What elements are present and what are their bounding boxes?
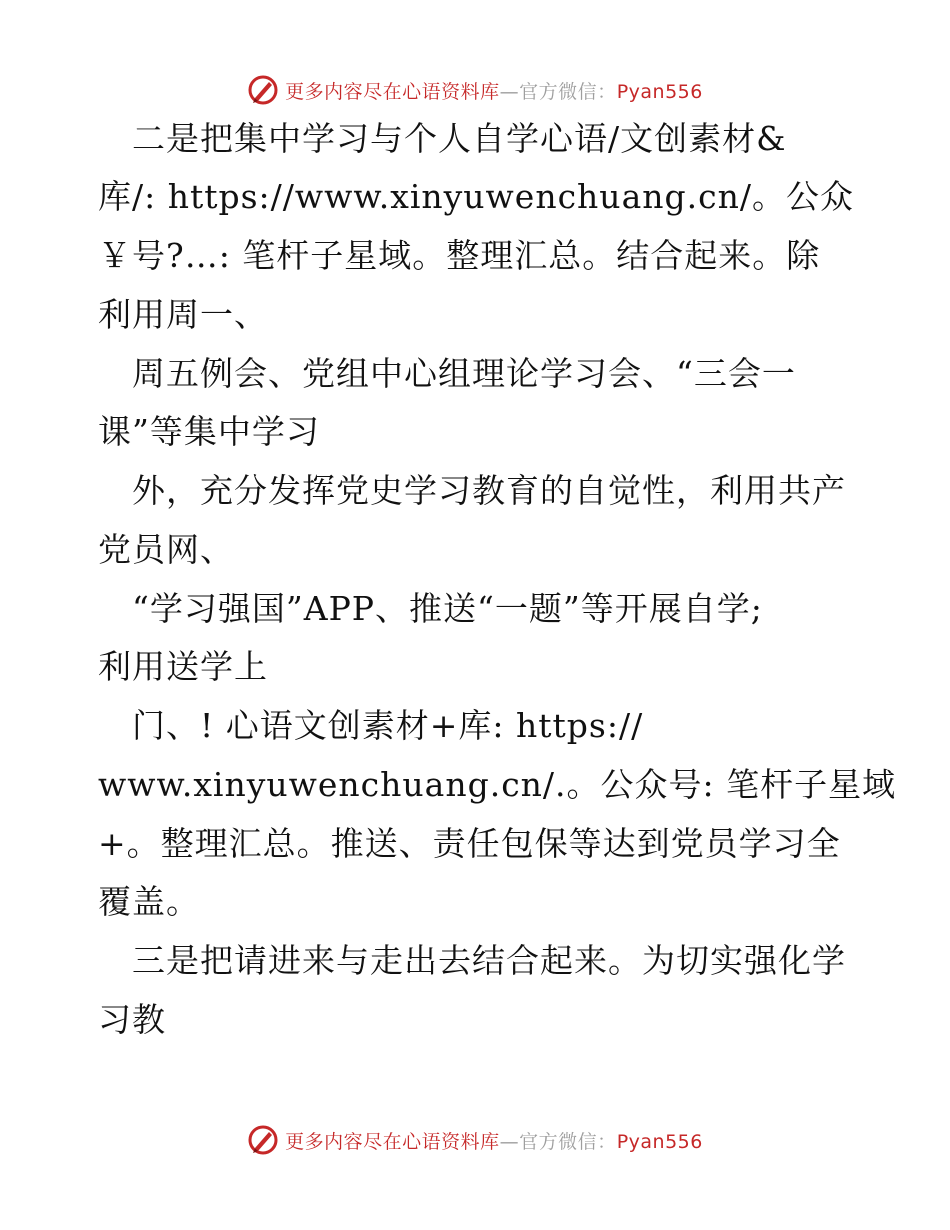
body-line-16: 习教 [98, 1000, 166, 1039]
header-separator: — [499, 80, 520, 103]
pen-logo-icon [247, 1124, 279, 1156]
body-line-3: ￥号?…: 笔杆子星域。整理汇总。结合起来。除 [98, 236, 821, 275]
body-line-9: “学习强国”APP、推送“一题”等开展自学; [98, 589, 763, 628]
footer-watermark-banner [0, 1120, 950, 1160]
header-official-label: 官方微信： [519, 80, 617, 103]
body-line-2: 库/: https://www.xinyuwenchuang.cn/。公众 [98, 177, 854, 216]
footer-wechat-id: Pyan556 [616, 1130, 703, 1153]
body-line-10: 利用送学上 [98, 647, 268, 686]
body-line-12: www.xinyuwenchuang.cn/.。公众号: 笔杆子星域 [98, 765, 897, 804]
body-line-5: 周五例会、党组中心组理论学习会、“三会一 [98, 354, 796, 393]
footer-brand-text: 更多内容尽在心语资料库 [285, 1130, 500, 1153]
body-line-8: 党员网、 [98, 530, 234, 569]
body-line-7: 外，充分发挥党史学习教育的自觉性，利用共产 [98, 471, 846, 510]
body-line-4: 利用周一、 [98, 295, 268, 334]
body-line-1: 二是把集中学习与个人自学心语/文创素材& [98, 119, 787, 158]
header-brand-text: 更多内容尽在心语资料库 [285, 80, 500, 103]
footer-official-label: 官方微信： [519, 1130, 617, 1153]
header-wechat-id: Pyan556 [616, 80, 703, 103]
body-line-6: 课”等集中学习 [98, 412, 320, 451]
body-line-14: 覆盖。 [98, 882, 200, 921]
body-line-13: +。整理汇总。推送、责任包保等达到党员学习全 [98, 824, 841, 863]
body-line-15: 三是把请进来与走出去结合起来。为切实强化学 [98, 941, 846, 980]
body-line-11: 门、! 心语文创素材+库: https:// [98, 706, 644, 745]
footer-separator: — [499, 1130, 520, 1153]
footer-banner-text [285, 1127, 703, 1154]
